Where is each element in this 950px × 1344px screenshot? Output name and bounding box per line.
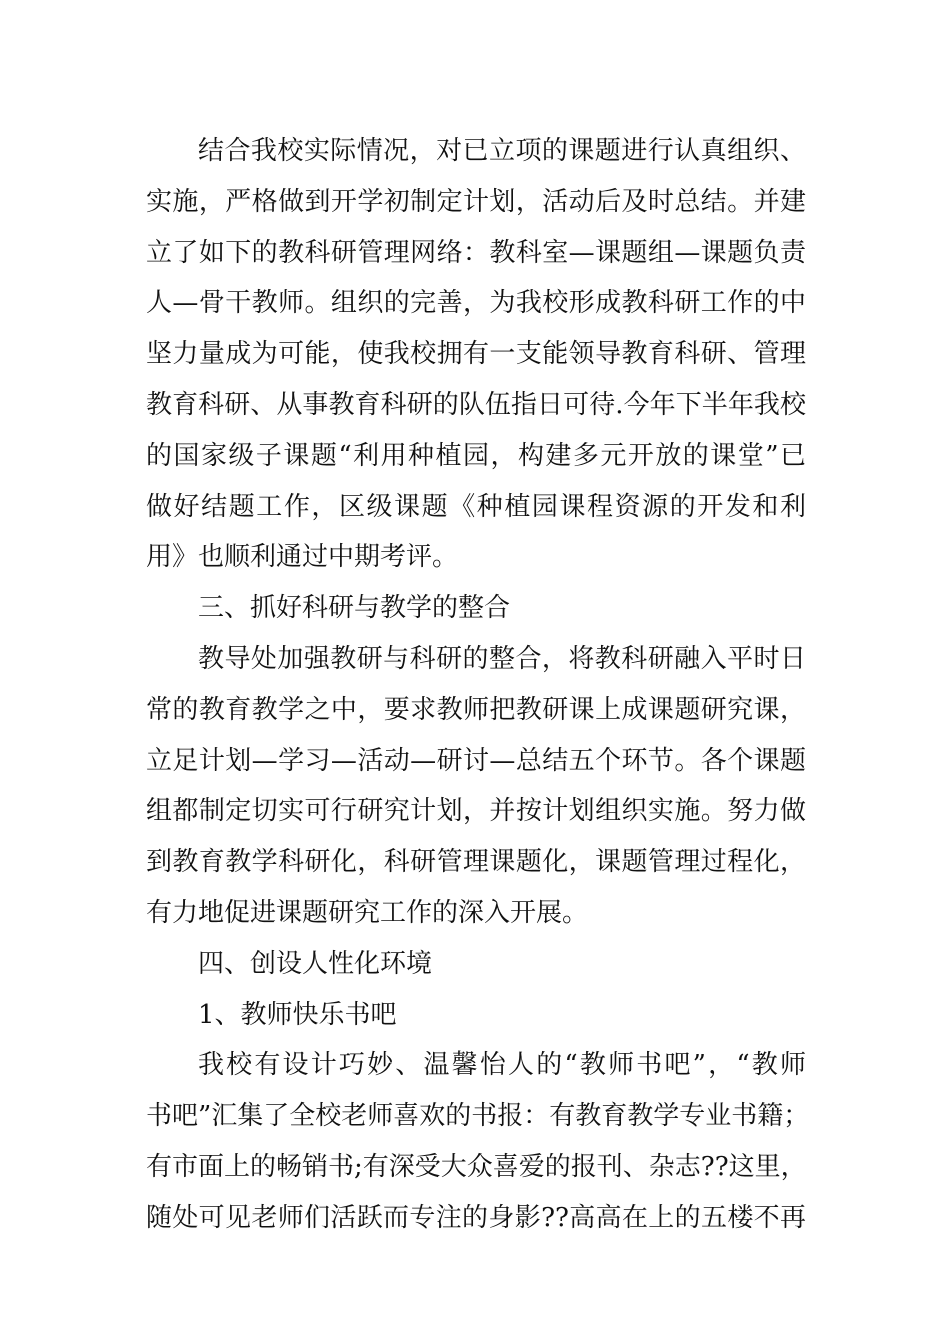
body-text [146, 126, 810, 1244]
subsection-heading: 1、教师快乐书吧 [198, 999, 397, 1030]
paragraph-line: 我校有设计巧妙、温馨怡人的“教师书吧”，“教师 [198, 1050, 806, 1081]
section-heading: 三、抓好科研与教学的整合 [198, 593, 511, 624]
paragraph-line: 立了如下的教科研管理网络：教科室—课题组—课题负责 [146, 237, 806, 268]
section-heading: 四、创设人性化环境 [198, 948, 433, 979]
paragraph-line: 结合我校实际情况，对已立项的课题进行认真组织、 [198, 136, 806, 166]
paragraph-line: 人—骨干教师。组织的完善，为我校形成教科研工作的中 [146, 288, 806, 319]
paragraph-line: 到教育教学科研化，科研管理课题化，课题管理过程化， [146, 847, 806, 878]
paragraph-line: 实施，严格做到开学初制定计划，活动后及时总结。并建 [146, 186, 806, 217]
paragraph-line: 随处可见老师们活跃而专注的身影??高高在上的五楼不再 [146, 1202, 806, 1233]
paragraph-line: 教导处加强教研与科研的整合，将教科研融入平时日 [198, 643, 806, 674]
paragraph-line: 做好结题工作，区级课题《种植园课程资源的开发和利 [146, 491, 806, 522]
paragraph-line: 常的教育教学之中，要求教师把教研课上成课题研究课， [146, 694, 806, 725]
paragraph-line: 书吧”汇集了全校老师喜欢的书报：有教育教学专业书籍； [146, 1101, 810, 1132]
paragraph-line: 的国家级子课题“利用种植园，构建多元开放的课堂”已 [146, 440, 806, 471]
paragraph-line: 组都制定切实可行研究计划，并按计划组织实施。努力做 [146, 796, 806, 827]
paragraph-line: 有市面上的畅销书;有深受大众喜爱的报刊、杂志??这里， [146, 1151, 807, 1182]
paragraph-line: 用》也顺利通过中期考评。 [146, 542, 459, 573]
paragraph-line: 教育科研、从事教育科研的队伍指日可待.今年下半年我校 [146, 389, 806, 420]
paragraph-line: 坚力量成为可能，使我校拥有一支能领导教育科研、管理 [146, 339, 806, 370]
paragraph-line: 有力地促进课题研究工作的深入开展。 [146, 897, 589, 928]
paragraph-line: 立足计划—学习—活动—研讨—总结五个环节。各个课题 [146, 745, 806, 776]
